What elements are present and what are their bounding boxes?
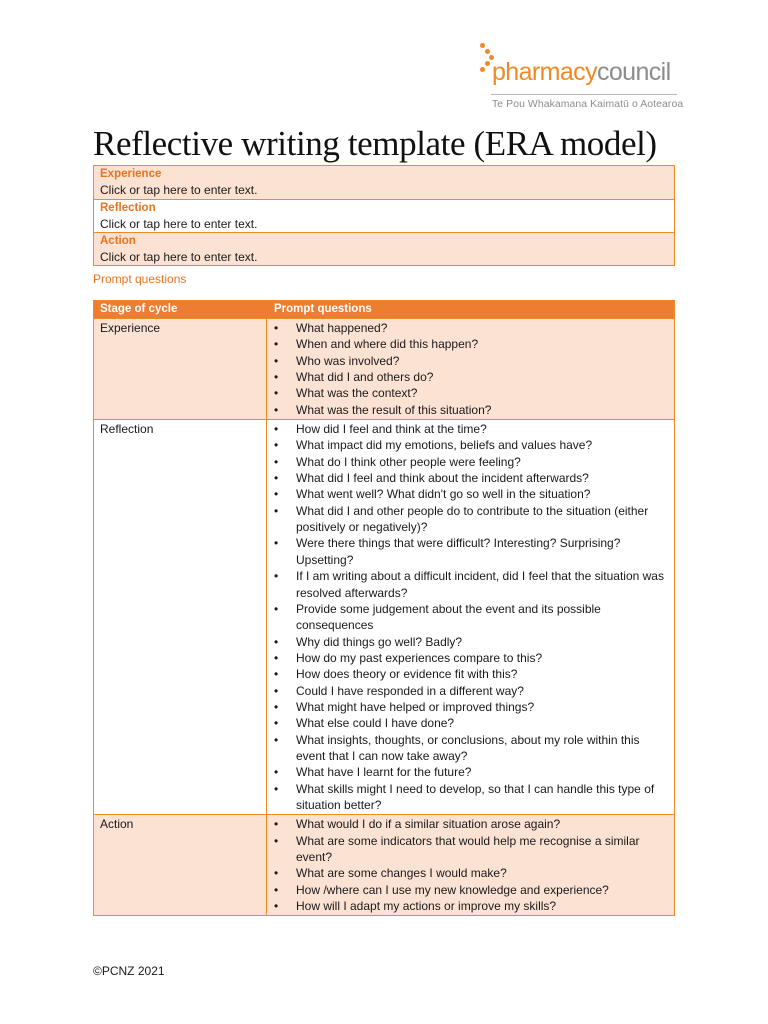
question-item: • What was the result of this situation? [267,402,666,418]
era-field-experience [94,166,674,199]
question-item: • How /where can I use my new knowledge and experience? [267,882,666,898]
question-item: • What did I and other people do to contribute to the situation (either positively or negatively)? [267,503,666,536]
question-item: • How does theory or evidence fit with this? [267,666,666,682]
table-header-row [94,301,674,318]
era-field-reflection [94,199,674,232]
question-item: • What did I feel and think about the incident afterwards? [267,470,666,486]
copyright-footer: ©PCNZ 2021 [93,964,165,978]
pharmacy-council-logo [478,42,684,116]
question-item: • What are some indicators that would help me recognise a similar event? [267,833,666,866]
table-row [94,318,674,419]
logo-wordmark [492,58,671,87]
question-item: • How do my past experiences compare to this? [267,650,666,666]
column-header-stage: Stage of cycle [100,303,178,315]
logo-word-secondary: council [596,58,671,86]
prompt-questions-table [93,300,675,916]
stage-cell: Experience [94,319,267,419]
era-text-input[interactable]: Click or tap here to enter text. [100,217,258,231]
question-list [267,319,674,419]
prompt-questions-heading: Prompt questions [93,272,187,286]
stage-cell: Action [94,815,267,915]
question-item: • What might have helped or improved things? [267,699,666,715]
question-item: • Why did things go well? Badly? [267,634,666,650]
question-item: • Provide some judgement about the event and its possible consequences [267,601,666,634]
question-item: • When and where did this happen? [267,336,666,352]
table-row [94,419,674,814]
era-field-action [94,232,674,265]
page-title: Reflective writing template (ERA model) [93,124,657,163]
question-item: • How will I adapt my actions or improve my skills? [267,898,666,914]
table-body [94,318,674,915]
question-item: • What would I do if a similar situation arose again? [267,816,666,832]
question-item: • What have I learnt for the future? [267,764,666,780]
question-item: • What are some changes I would make? [267,865,666,881]
column-header-questions: Prompt questions [274,303,372,315]
question-list [267,420,674,814]
era-field-label: Reflection [100,202,156,214]
question-item: • What did I and others do? [267,369,666,385]
era-text-input[interactable]: Click or tap here to enter text. [100,250,258,264]
table-row [94,814,674,915]
era-field-label: Experience [100,168,162,180]
stage-cell: Reflection [94,420,267,814]
logo-subtitle: Te Pou Whakamana Kaimatū o Aotearoa [492,99,684,110]
question-item: • If I am writing about a difficult incident, did I feel that the situation was resolved afterwards? [267,568,666,601]
question-item: • What impact did my emotions, beliefs and values have? [267,437,666,453]
logo-word-primary: pharmacy [492,58,597,86]
question-item: • Who was involved? [267,353,666,369]
question-item: • What happened? [267,320,666,336]
era-field-label: Action [100,235,136,247]
logo-divider [491,94,677,95]
question-item: • What insights, thoughts, or conclusions, about my role within this event that I can now take away? [267,732,666,765]
question-item: • How did I feel and think at the time? [267,421,666,437]
question-item: • Were there things that were difficult? Interesting? Surprising? Upsetting? [267,535,666,568]
question-item: • What else could I have done? [267,715,666,731]
question-list [267,815,674,915]
question-item: • What went well? What didn't go so well in the situation? [267,486,666,502]
era-form-table [93,165,675,266]
question-item: • What skills might I need to develop, so that I can handle this type of situation better? [267,781,666,814]
question-item: • What do I think other people were feeling? [267,454,666,470]
question-item: • What was the context? [267,385,666,401]
era-text-input[interactable]: Click or tap here to enter text. [100,183,258,197]
question-item: • Could I have responded in a different way? [267,683,666,699]
